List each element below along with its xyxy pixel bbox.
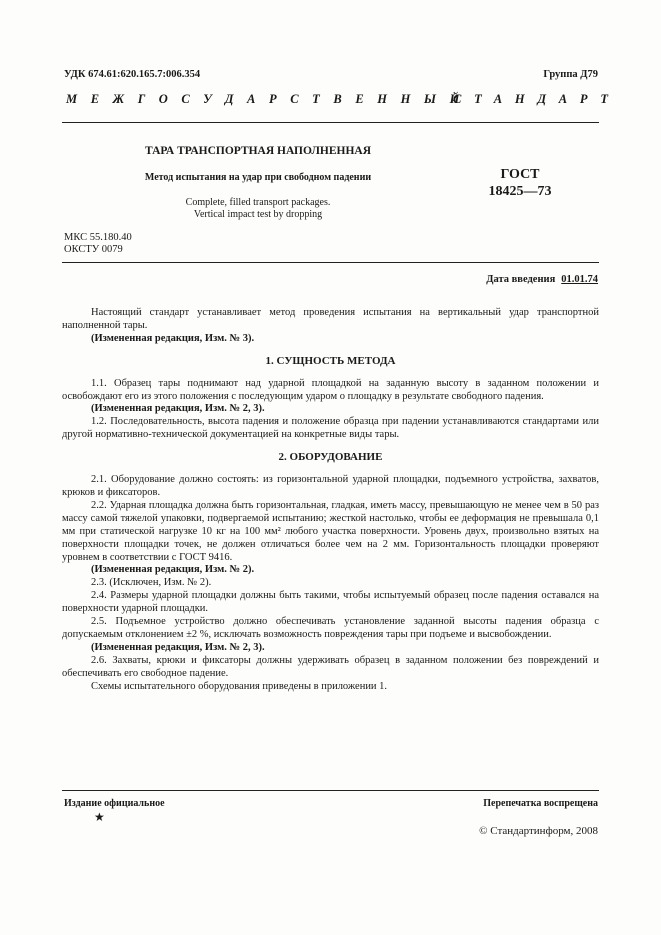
intro-revision-note: (Измененная редакция, Изм. № 3). bbox=[91, 332, 255, 344]
footer-rule bbox=[62, 790, 599, 791]
udk-code: УДК 674.61:620.165.7:006.354 bbox=[64, 69, 201, 80]
gost-label: ГОСТ bbox=[500, 167, 540, 182]
standard-title: ТАРА ТРАНСПОРТНАЯ НАПОЛНЕННАЯ bbox=[144, 145, 372, 157]
star-icon: ★ bbox=[94, 810, 105, 824]
clause-1-1: 1.1. Образец тары поднимают над ударной площадкой на заданную высоту в заданном положении и освобождают его из этого положения с последующим ударом о площадку в результате свободного падения. bbox=[62, 377, 599, 402]
clause-2-4: 2.4. Размеры ударной площадки должны быть такими, чтобы испытуемый образец после падения оставался на поверхности ударной площадки. bbox=[62, 590, 599, 615]
clause-2-5-revision-note: (Измененная редакция, Изм. № 2, 3). bbox=[91, 641, 265, 653]
clause-2-6-appendix-note: Схемы испытательного оборудования приведены в приложении 1. bbox=[91, 680, 388, 692]
clause-1-2: 1.2. Последовательность, высота падения и положение образца при падении устанавливаются стандартами или другой нормативно-технической документацией на конкретные виды тары. bbox=[62, 416, 599, 441]
copyright-notice: © Стандартинформ, 2008 bbox=[479, 825, 598, 837]
intro-paragraph: Настоящий стандарт устанавливает метод проведения испытания на вертикальный удар транспортной наполненной тары. bbox=[62, 307, 599, 331]
banner-standard: СТАНДАРТ bbox=[453, 92, 621, 106]
mks-code: МКС 55.180.40 bbox=[64, 232, 132, 243]
introduction-date-label: Дата введения bbox=[486, 274, 556, 285]
gost-number: 18425—73 bbox=[488, 184, 552, 199]
section-1-heading: 1. СУЩНОСТЬ МЕТОДА bbox=[265, 354, 396, 367]
codes-rule bbox=[62, 262, 599, 263]
group-code: Группа Д79 bbox=[543, 69, 598, 80]
english-title-line-1: Complete, filled transport packages. bbox=[185, 197, 331, 208]
english-title bbox=[98, 197, 418, 221]
clause-2-3: 2.3. (Исключен, Изм. № 2). bbox=[91, 577, 212, 589]
reprint-prohibited-label: Перепечатка воспрещена bbox=[483, 798, 598, 809]
clause-1-1-revision-note: (Измененная редакция, Изм. № 2, 3). bbox=[91, 403, 265, 415]
introduction-date bbox=[486, 274, 598, 285]
document-body bbox=[62, 307, 599, 693]
clause-2-2: 2.2. Ударная площадка должна быть горизонтальная, гладкая, иметь массу, превышающую не менее чем в 50 раз массу самой тяжелой упаковки, подвергаемой испытанию; жесткой настолько, чтобы ее деформация не превышала 0,1 мм при статической нагрузке 10 кг на 100 мм² любого участка поверхности. Уровень двух, произвольно взятых на поверхности площадки точек, не должен отличаться более чем на 2 мм. Горизонтальность площадки проверяют уровнем в соответствии с ГОСТ 9416. bbox=[62, 499, 599, 563]
introduction-date-value: 01.01.74 bbox=[561, 274, 598, 285]
header-rule bbox=[62, 122, 599, 123]
clause-2-6: 2.6. Захваты, крюки и фиксаторы должны удерживать образец в заданном положении без повреждений и обеспечивать его свободное падение. bbox=[62, 654, 599, 679]
section-2-heading: 2. ОБОРУДОВАНИЕ bbox=[278, 451, 383, 464]
method-title: Метод испытания на удар при свободном падении bbox=[144, 172, 372, 183]
english-title-line-2: Vertical impact test by dropping bbox=[193, 209, 323, 220]
clause-2-2-revision-note: (Измененная редакция, Изм. № 2). bbox=[91, 564, 255, 576]
okstu-code: ОКСТУ 0079 bbox=[64, 244, 123, 255]
banner-interstate: МЕЖГОСУДАРСТВЕННЫЙ bbox=[66, 92, 473, 106]
official-edition-label: Издание официальное bbox=[64, 798, 165, 809]
clause-2-1: 2.1. Оборудование должно состоять: из горизонтальной ударной площадки, подъемного устройства, захватов, крюков и фиксаторов. bbox=[62, 474, 599, 498]
clause-2-5: 2.5. Подъемное устройство должно обеспечивать установление заданной высоты падения образца с допускаемым отклонением ±2 %, исключать возможность повреждения тары при подъеме и высвобождении. bbox=[62, 616, 599, 640]
